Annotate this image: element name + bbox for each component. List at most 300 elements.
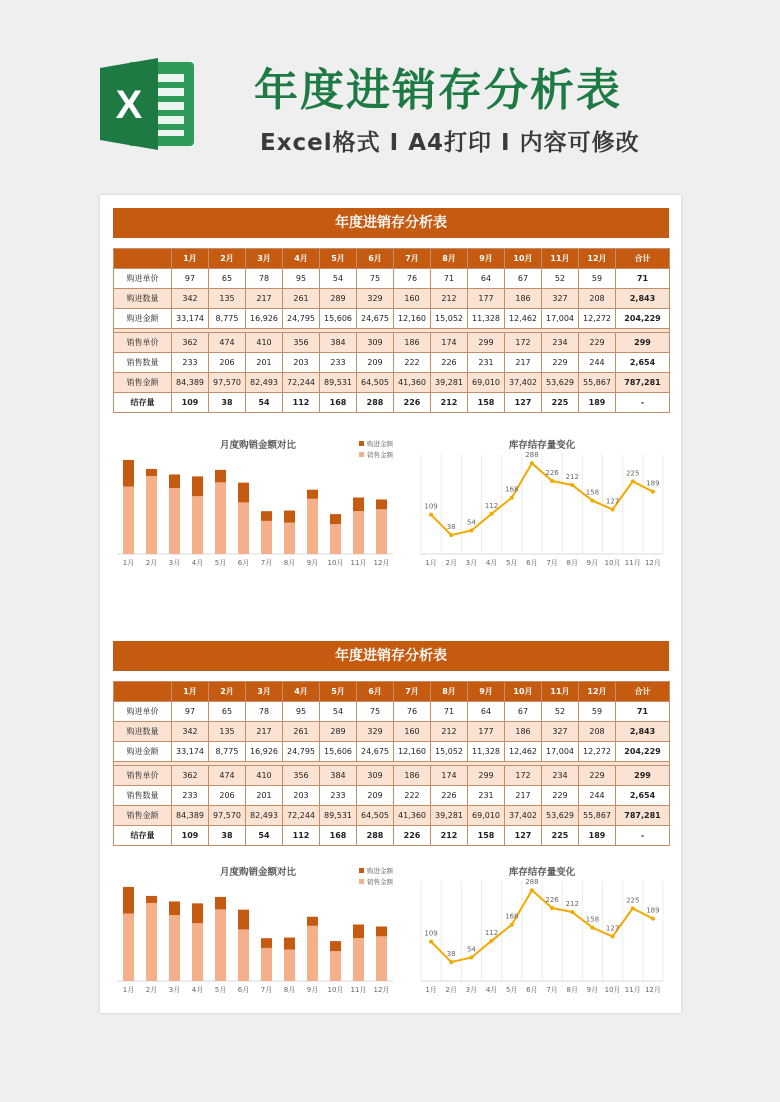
table-cell: 261 xyxy=(283,289,320,309)
table-cell: 84,389 xyxy=(172,806,209,826)
table-row xyxy=(114,722,670,742)
bar-purchase xyxy=(307,917,318,926)
table-cell: 54 xyxy=(320,702,357,722)
table-cell: 217 xyxy=(246,722,283,742)
table-cell: 229 xyxy=(579,333,616,353)
bar-purchase xyxy=(376,499,387,509)
table-cell: 231 xyxy=(468,353,505,373)
legend-swatch xyxy=(359,452,364,457)
header-cell-month: 8月 xyxy=(431,682,468,702)
table-cell: 16,926 xyxy=(246,309,283,329)
table-cell: 17,004 xyxy=(542,309,579,329)
data-table xyxy=(113,248,670,413)
bar-purchase xyxy=(169,901,180,915)
row-label-cell: 购进数量 xyxy=(114,722,172,742)
stock-point xyxy=(490,939,494,943)
table-cell: 64,505 xyxy=(357,806,394,826)
bar-chart xyxy=(113,863,403,1003)
bar-sales xyxy=(215,482,226,554)
table-cell: 212 xyxy=(431,722,468,742)
stock-point xyxy=(429,513,433,517)
data-label: 226 xyxy=(545,896,559,905)
table-cell: 288 xyxy=(357,393,394,413)
table-cell: 76 xyxy=(394,702,431,722)
bar-purchase xyxy=(307,490,318,499)
table-cell: 203 xyxy=(283,786,320,806)
table-cell: 327 xyxy=(542,722,579,742)
data-label: 168 xyxy=(505,485,519,494)
x-tick-label: 3月 xyxy=(465,986,478,994)
bar-purchase xyxy=(376,926,387,936)
table-cell: 342 xyxy=(172,722,209,742)
table-cell: 16,926 xyxy=(246,742,283,762)
x-tick-label: 7月 xyxy=(546,986,558,994)
table-cell: 37,402 xyxy=(505,806,542,826)
table-cell: 160 xyxy=(394,722,431,742)
table-cell: 24,675 xyxy=(357,309,394,329)
stock-point xyxy=(530,461,534,465)
report-section xyxy=(113,208,669,603)
total-cell: 2,843 xyxy=(616,722,670,742)
report-section xyxy=(113,641,669,1006)
bar-sales xyxy=(330,951,341,981)
table-cell: 12,160 xyxy=(394,309,431,329)
table-cell: 299 xyxy=(468,333,505,353)
bar-purchase xyxy=(261,938,272,948)
bar-purchase xyxy=(330,941,341,951)
table-cell: 186 xyxy=(394,766,431,786)
row-label-cell: 购进金额 xyxy=(114,742,172,762)
stock-point xyxy=(570,483,574,487)
x-tick-label: 6月 xyxy=(526,559,538,567)
row-label-cell: 购进单价 xyxy=(114,269,172,289)
row-label-cell: 销售数量 xyxy=(114,353,172,373)
table-cell: 75 xyxy=(357,702,394,722)
table-cell: 24,795 xyxy=(283,309,320,329)
data-table xyxy=(113,681,670,846)
x-tick-label: 5月 xyxy=(214,559,227,567)
table-header-row xyxy=(114,682,670,702)
table-cell: 71 xyxy=(431,269,468,289)
data-label: 112 xyxy=(484,928,499,937)
table-cell: 342 xyxy=(172,289,209,309)
bar-sales xyxy=(353,938,364,981)
table-cell: 127 xyxy=(505,393,542,413)
table-cell: 384 xyxy=(320,333,357,353)
table-cell: 261 xyxy=(283,722,320,742)
data-label: 189 xyxy=(646,479,660,488)
bar-purchase xyxy=(261,511,272,521)
row-label-cell: 销售单价 xyxy=(114,766,172,786)
data-label: 38 xyxy=(446,950,456,959)
legend-label: 购进金额 xyxy=(367,867,393,875)
table-cell: 95 xyxy=(283,702,320,722)
table-cell: 15,052 xyxy=(431,742,468,762)
bar-purchase xyxy=(284,511,295,523)
stock-point xyxy=(651,490,655,494)
table-cell: 15,606 xyxy=(320,309,357,329)
table-cell: 209 xyxy=(357,353,394,373)
table-cell: 234 xyxy=(542,766,579,786)
table-cell: 212 xyxy=(431,826,468,846)
bar-purchase xyxy=(238,483,249,503)
table-cell: 84,389 xyxy=(172,373,209,393)
data-label: 112 xyxy=(484,501,499,510)
table-cell: 172 xyxy=(505,333,542,353)
table-cell: 410 xyxy=(246,766,283,786)
table-cell: 54 xyxy=(246,393,283,413)
table-cell: 64 xyxy=(468,702,505,722)
bar-sales xyxy=(353,511,364,554)
header-cell-month: 5月 xyxy=(320,249,357,269)
x-tick-label: 8月 xyxy=(566,559,578,567)
table-cell: 15,606 xyxy=(320,742,357,762)
x-tick-label: 1月 xyxy=(425,986,437,994)
row-label-cell: 购进金额 xyxy=(114,309,172,329)
x-tick-label: 12月 xyxy=(644,559,661,567)
table-row xyxy=(114,826,670,846)
data-label: 127 xyxy=(605,924,620,933)
x-tick-label: 2月 xyxy=(145,559,158,567)
table-cell: 52 xyxy=(542,269,579,289)
bar-purchase xyxy=(123,887,134,914)
bar-purchase xyxy=(192,476,203,496)
stock-point xyxy=(651,917,655,921)
bar-sales xyxy=(261,948,272,981)
data-label: 212 xyxy=(565,473,579,482)
sheet-title-banner: 年度进销存分析表 xyxy=(113,208,669,238)
table-cell: 186 xyxy=(505,289,542,309)
page-subtitle: Excel格式 I A4打印 I 内容可修改 xyxy=(260,130,640,156)
table-cell: 127 xyxy=(505,826,542,846)
bar-sales xyxy=(169,488,180,554)
data-label: 189 xyxy=(646,906,660,915)
table-cell: 135 xyxy=(209,722,246,742)
table-cell: 174 xyxy=(431,333,468,353)
x-tick-label: 6月 xyxy=(526,986,538,994)
table-cell: 12,272 xyxy=(579,309,616,329)
table-cell: 64 xyxy=(468,269,505,289)
table-header-row xyxy=(114,249,670,269)
bar-purchase xyxy=(238,910,249,930)
table-cell: 69,010 xyxy=(468,373,505,393)
excel-icon xyxy=(100,56,198,152)
table-cell: 41,360 xyxy=(394,806,431,826)
table-cell: 356 xyxy=(283,333,320,353)
table-cell: 135 xyxy=(209,289,246,309)
header-cell-month: 6月 xyxy=(357,682,394,702)
table-cell: 177 xyxy=(468,289,505,309)
table-cell: 17,004 xyxy=(542,742,579,762)
table-cell: 160 xyxy=(394,289,431,309)
x-tick-label: 7月 xyxy=(260,559,273,567)
bar-sales xyxy=(307,499,318,554)
header-cell-month: 1月 xyxy=(172,682,209,702)
legend-label: 购进金额 xyxy=(367,440,393,448)
table-cell: 327 xyxy=(542,289,579,309)
table-cell: 226 xyxy=(394,826,431,846)
table-row xyxy=(114,289,670,309)
bar-sales xyxy=(123,913,134,981)
bar-purchase xyxy=(215,470,226,482)
table-row xyxy=(114,373,670,393)
svg-text:X: X xyxy=(115,83,143,127)
table-cell: 172 xyxy=(505,766,542,786)
table-cell: 33,174 xyxy=(172,309,209,329)
data-label: 288 xyxy=(525,451,539,460)
table-cell: 225 xyxy=(542,826,579,846)
data-label: 127 xyxy=(605,497,620,506)
bar-sales xyxy=(146,476,157,554)
row-label-cell: 销售数量 xyxy=(114,786,172,806)
table-cell: 69,010 xyxy=(468,806,505,826)
bar-sales xyxy=(192,496,203,554)
table-cell: 362 xyxy=(172,333,209,353)
row-label-cell: 销售金额 xyxy=(114,806,172,826)
bar-sales xyxy=(284,950,295,981)
header-cell-month: 7月 xyxy=(394,682,431,702)
stock-point xyxy=(611,507,615,511)
x-tick-label: 4月 xyxy=(485,559,498,567)
table-cell: 89,531 xyxy=(320,806,357,826)
header-cell-month: 2月 xyxy=(209,682,246,702)
table-row xyxy=(114,702,670,722)
header-blank-cell xyxy=(114,682,172,702)
data-label: 158 xyxy=(585,915,600,924)
x-tick-label: 1月 xyxy=(122,986,135,994)
total-cell: 787,281 xyxy=(616,373,670,393)
promo-header xyxy=(0,0,780,190)
table-cell: 38 xyxy=(209,826,246,846)
table-cell: 212 xyxy=(431,289,468,309)
bar-sales xyxy=(215,909,226,981)
x-tick-label: 11月 xyxy=(624,986,641,994)
table-cell: 384 xyxy=(320,766,357,786)
stock-point xyxy=(469,955,473,959)
table-cell: 97 xyxy=(172,702,209,722)
table-cell: 11,328 xyxy=(468,309,505,329)
bar-chart-title: 月度购销金额对比 xyxy=(219,440,297,451)
table-cell: 229 xyxy=(542,353,579,373)
table-cell: 233 xyxy=(320,353,357,373)
sheet-preview xyxy=(100,195,681,1013)
table-cell: 39,281 xyxy=(431,806,468,826)
x-tick-label: 3月 xyxy=(465,559,478,567)
stock-point xyxy=(510,496,514,500)
table-cell: 33,174 xyxy=(172,742,209,762)
table-cell: 244 xyxy=(579,353,616,373)
x-tick-label: 10月 xyxy=(327,986,344,994)
row-label-cell: 销售单价 xyxy=(114,333,172,353)
table-cell: 289 xyxy=(320,289,357,309)
stock-point xyxy=(490,512,494,516)
x-tick-label: 9月 xyxy=(586,986,599,994)
table-cell: 174 xyxy=(431,766,468,786)
table-cell: 78 xyxy=(246,702,283,722)
header-cell-total: 合计 xyxy=(616,682,670,702)
table-cell: 55,867 xyxy=(579,806,616,826)
table-cell: 233 xyxy=(172,786,209,806)
table-cell: 410 xyxy=(246,333,283,353)
total-cell: 204,229 xyxy=(616,742,670,762)
x-tick-label: 4月 xyxy=(191,986,204,994)
line-chart xyxy=(415,436,669,576)
table-cell: 362 xyxy=(172,766,209,786)
bar-purchase xyxy=(169,474,180,488)
table-cell: 474 xyxy=(209,333,246,353)
total-cell: 2,654 xyxy=(616,353,670,373)
x-tick-label: 9月 xyxy=(306,559,319,567)
table-cell: 112 xyxy=(283,393,320,413)
row-label-cell: 购进数量 xyxy=(114,289,172,309)
data-label: 109 xyxy=(424,502,438,511)
table-cell: 67 xyxy=(505,702,542,722)
table-row xyxy=(114,806,670,826)
bar-chart-title: 月度购销金额对比 xyxy=(219,867,297,878)
x-tick-label: 6月 xyxy=(237,986,250,994)
table-row xyxy=(114,269,670,289)
line-chart-title: 库存结存量变化 xyxy=(508,867,576,878)
data-label: 109 xyxy=(424,929,438,938)
data-label: 288 xyxy=(525,878,539,887)
row-label-cell: 销售金额 xyxy=(114,373,172,393)
table-cell: 109 xyxy=(172,393,209,413)
stock-point xyxy=(590,926,594,930)
table-cell: 168 xyxy=(320,826,357,846)
x-tick-label: 10月 xyxy=(604,559,621,567)
table-cell: 226 xyxy=(431,353,468,373)
x-tick-label: 6月 xyxy=(237,559,250,567)
table-cell: 65 xyxy=(209,702,246,722)
table-cell: 299 xyxy=(468,766,505,786)
table-cell: 244 xyxy=(579,786,616,806)
legend-label: 销售金额 xyxy=(367,451,393,459)
header-cell-month: 4月 xyxy=(283,249,320,269)
data-label: 158 xyxy=(585,488,600,497)
data-label: 225 xyxy=(626,469,640,478)
table-cell: 309 xyxy=(357,766,394,786)
table-cell: 97 xyxy=(172,269,209,289)
stock-point xyxy=(449,960,453,964)
total-cell: 2,843 xyxy=(616,289,670,309)
bar-sales xyxy=(238,502,249,554)
bar-purchase xyxy=(146,469,157,476)
table-cell: 208 xyxy=(579,289,616,309)
table-cell: 39,281 xyxy=(431,373,468,393)
legend-swatch xyxy=(359,441,364,446)
table-cell: 112 xyxy=(283,826,320,846)
stock-point xyxy=(631,479,635,483)
table-cell: 37,402 xyxy=(505,373,542,393)
x-tick-label: 2月 xyxy=(445,559,457,567)
table-cell: 225 xyxy=(542,393,579,413)
header-cell-month: 7月 xyxy=(394,249,431,269)
total-cell: 71 xyxy=(616,269,670,289)
x-tick-label: 3月 xyxy=(168,559,181,567)
table-cell: 222 xyxy=(394,353,431,373)
header-cell-month: 10月 xyxy=(505,249,542,269)
header-cell-month: 2月 xyxy=(209,249,246,269)
line-chart-title: 库存结存量变化 xyxy=(508,440,576,451)
x-tick-label: 4月 xyxy=(485,986,498,994)
table-cell: 158 xyxy=(468,826,505,846)
header-cell-month: 12月 xyxy=(579,249,616,269)
table-cell: 206 xyxy=(209,353,246,373)
table-cell: 8,775 xyxy=(209,309,246,329)
table-cell: 109 xyxy=(172,826,209,846)
total-cell: 299 xyxy=(616,333,670,353)
header-blank-cell xyxy=(114,249,172,269)
total-cell: 299 xyxy=(616,766,670,786)
header-cell-month: 9月 xyxy=(468,682,505,702)
page-title: 年度进销存分析表 xyxy=(254,65,622,116)
data-label: 212 xyxy=(565,900,579,909)
x-tick-label: 9月 xyxy=(306,986,319,994)
table-cell: 24,675 xyxy=(357,742,394,762)
total-cell: - xyxy=(616,826,670,846)
header-cell-month: 11月 xyxy=(542,682,579,702)
x-tick-label: 12月 xyxy=(373,559,390,567)
table-row xyxy=(114,786,670,806)
stock-point xyxy=(429,940,433,944)
bar-sales xyxy=(376,509,387,554)
table-cell: 158 xyxy=(468,393,505,413)
bar-sales xyxy=(192,923,203,981)
legend-swatch xyxy=(359,868,364,873)
bar-purchase xyxy=(353,924,364,938)
bar-purchase xyxy=(284,938,295,950)
table-cell: 64,505 xyxy=(357,373,394,393)
bar-purchase xyxy=(123,460,134,487)
header-cell-month: 11月 xyxy=(542,249,579,269)
table-cell: 217 xyxy=(246,289,283,309)
table-cell: 288 xyxy=(357,826,394,846)
x-tick-label: 3月 xyxy=(168,986,181,994)
x-tick-label: 10月 xyxy=(327,559,344,567)
stock-point xyxy=(449,533,453,537)
table-cell: 226 xyxy=(394,393,431,413)
table-cell: 289 xyxy=(320,722,357,742)
header-cell-month: 3月 xyxy=(246,682,283,702)
bar-sales xyxy=(376,936,387,981)
table-cell: 59 xyxy=(579,702,616,722)
stock-point xyxy=(550,479,554,483)
x-tick-label: 1月 xyxy=(122,559,135,567)
table-cell: 329 xyxy=(357,722,394,742)
table-cell: 189 xyxy=(579,393,616,413)
data-label: 38 xyxy=(446,523,456,532)
legend-swatch xyxy=(359,879,364,884)
x-tick-label: 10月 xyxy=(604,986,621,994)
x-tick-label: 11月 xyxy=(350,559,367,567)
table-row xyxy=(114,309,670,329)
table-cell: 54 xyxy=(320,269,357,289)
header-cell-month: 4月 xyxy=(283,682,320,702)
table-cell: 222 xyxy=(394,786,431,806)
bar-purchase xyxy=(330,514,341,524)
line-chart xyxy=(415,863,669,1003)
x-tick-label: 7月 xyxy=(546,559,558,567)
bar-sales xyxy=(146,903,157,981)
header-cell-month: 5月 xyxy=(320,682,357,702)
table-cell: 76 xyxy=(394,269,431,289)
total-cell: 71 xyxy=(616,702,670,722)
total-cell: - xyxy=(616,393,670,413)
header-cell-total: 合计 xyxy=(616,249,670,269)
table-cell: 201 xyxy=(246,353,283,373)
table-cell: 168 xyxy=(320,393,357,413)
table-cell: 12,160 xyxy=(394,742,431,762)
